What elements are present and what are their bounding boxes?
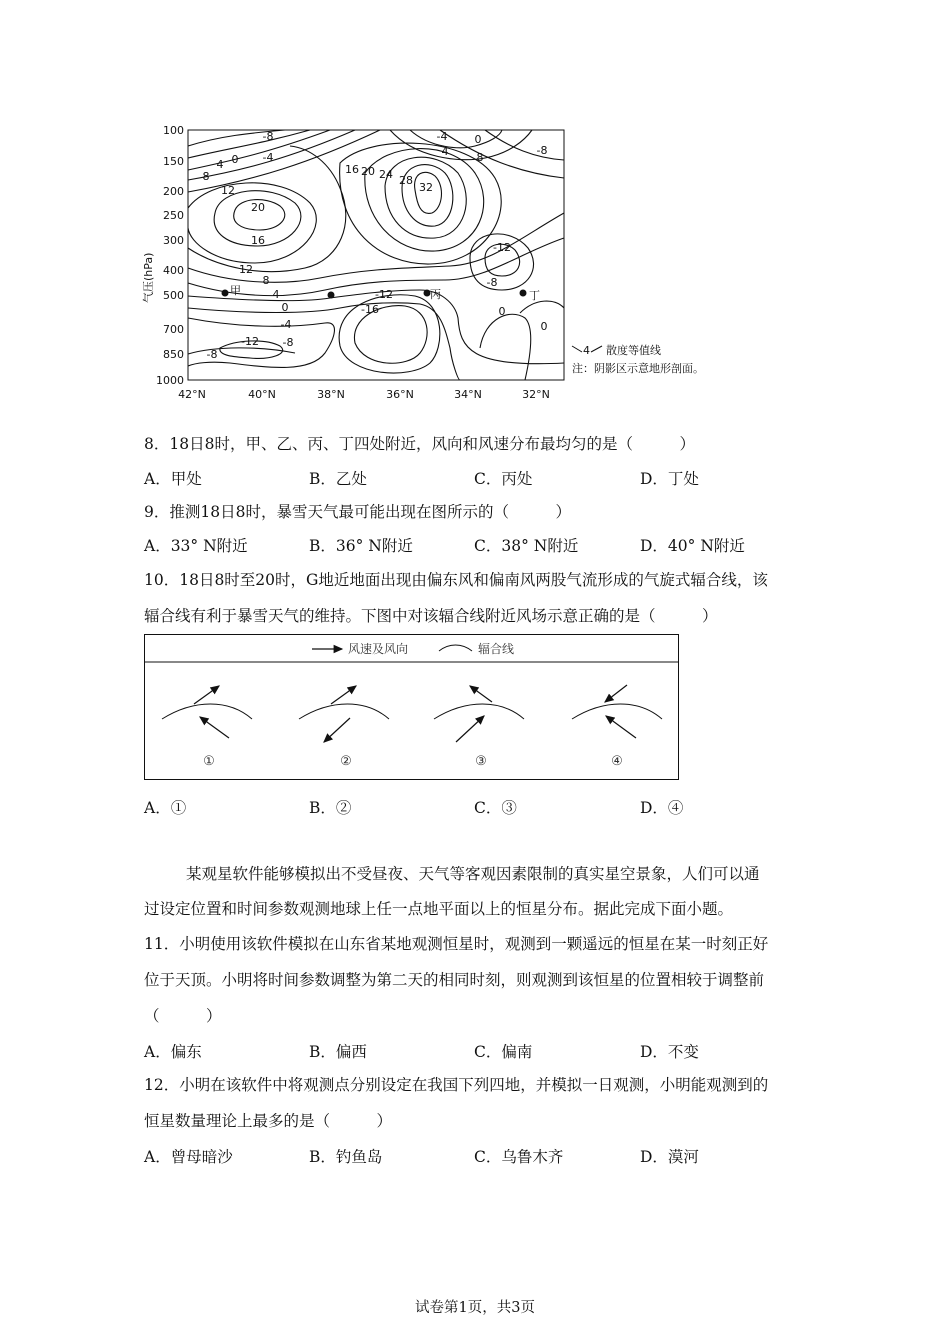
q9-option-c: C．38° N附近 xyxy=(474,537,579,555)
contour-label: 32 xyxy=(419,181,433,194)
q11-option-a: A．偏东 xyxy=(144,1043,202,1061)
wind-panel-4 xyxy=(572,685,662,769)
contour-label: 20 xyxy=(251,201,265,214)
contour-label: 16 xyxy=(345,163,359,176)
x-tick: 36°N xyxy=(386,388,414,401)
x-tick: 38°N xyxy=(317,388,345,401)
divergence-cross-section-figure xyxy=(140,118,760,408)
x-tick: 34°N xyxy=(454,388,482,401)
legend-line-sample xyxy=(572,346,582,352)
question-11-stem-line1: 11．小明使用该软件模拟在山东省某地观测恒星时，观测到一颗遥远的恒星在某一时刻正好 xyxy=(144,935,769,953)
contour-label: -8 xyxy=(262,130,274,143)
y-axis-label: 气压(hPa) xyxy=(142,252,155,303)
passage-line1: 某观星软件能够模拟出不受昼夜、天气等客观因素限制的真实星空景象，人们可以通 xyxy=(186,865,760,883)
q9-option-d: D．40° N附近 xyxy=(640,537,745,555)
q11-option-d: D．不变 xyxy=(640,1043,699,1061)
contour-label: 4 xyxy=(216,158,224,171)
contour-label: 0 xyxy=(281,301,289,314)
contour-label: 12 xyxy=(239,263,253,276)
point-ding-label: 丁 xyxy=(529,289,540,302)
x-tick: 42°N xyxy=(178,388,206,401)
question-12-stem-line1: 12．小明在该软件中将观测点分别设定在我国下列四地，并模拟一日观测，小明能观测到的 xyxy=(144,1076,769,1094)
contour-label: -4 xyxy=(280,318,292,331)
chart-note: 注：阴影区示意地形剖面。 xyxy=(572,362,704,375)
q12-option-b: B．钓鱼岛 xyxy=(309,1148,383,1166)
question-11-stem-line3: （ ） xyxy=(144,1007,222,1025)
q12-option-d: D．漠河 xyxy=(640,1148,699,1166)
y-tick: 1000 xyxy=(156,374,184,387)
question-12-stem-line2: 恒星数量理论上最多的是（ ） xyxy=(144,1112,393,1130)
q12-option-a: A．曾母暗沙 xyxy=(144,1148,233,1166)
contour-label: -16 xyxy=(361,303,379,316)
point-jia-marker xyxy=(222,290,229,297)
q8-option-b: B．乙处 xyxy=(309,470,367,488)
contour-label: -8 xyxy=(536,144,548,157)
contour-label: -8 xyxy=(282,336,294,349)
contour-label: 0 xyxy=(231,153,239,166)
y-tick: 100 xyxy=(163,124,184,137)
q8-option-c: C．丙处 xyxy=(474,470,533,488)
point-ding-marker xyxy=(520,290,527,297)
contour-label: 0 xyxy=(474,133,482,146)
q10-option-c: C．③ xyxy=(474,799,517,817)
panel-1-label: ① xyxy=(203,754,215,769)
legend-line-label: 辐合线 xyxy=(478,642,515,656)
wind-panel-1 xyxy=(162,686,252,769)
contour-label: 20 xyxy=(361,165,375,178)
x-tick: 32°N xyxy=(522,388,550,401)
panel-3-label: ③ xyxy=(475,754,487,769)
page-footer: 试卷第1页，共3页 xyxy=(415,1300,535,1316)
point-jia-label: 甲 xyxy=(230,284,241,297)
y-tick: 850 xyxy=(163,348,184,361)
contour-label: 24 xyxy=(379,168,393,181)
question-11-stem-line2: 位于天顶。小明将时间参数调整为第二天的相同时刻，则观测到该恒星的位置相较于调整前 xyxy=(144,971,765,989)
contour-label: -12 xyxy=(493,241,511,254)
y-tick: 300 xyxy=(163,234,184,247)
contour-label: 8 xyxy=(262,274,270,287)
q11-option-b: B．偏西 xyxy=(309,1043,367,1061)
y-axis-ticks xyxy=(156,124,184,387)
wind-field-diagram xyxy=(144,634,679,780)
q10-option-b: B．② xyxy=(309,799,352,817)
passage-line2: 过设定位置和时间参数观测地球上任一点地平面以上的恒星分布。据此完成下面小题。 xyxy=(144,900,734,918)
divergence-chart xyxy=(140,118,760,408)
q10-option-d: D．④ xyxy=(640,799,684,817)
x-axis-ticks xyxy=(178,388,550,401)
question-10-stem-line2: 辐合线有利于暴雪天气的维持。下图中对该辐合线附近风场示意正确的是（ ） xyxy=(144,607,718,625)
wind-panel-3 xyxy=(434,686,524,769)
contour-label: 8 xyxy=(476,151,484,164)
y-tick: 250 xyxy=(163,209,184,222)
legend-wind-label: 风速及风向 xyxy=(348,642,409,656)
legend-convergence-icon xyxy=(439,645,472,651)
q8-option-d: D．丁处 xyxy=(640,470,699,488)
contour-label: -12 xyxy=(241,335,259,348)
question-8-stem: 8．18日8时，甲、乙、丙、丁四处附近，风向和风速分布最均匀的是（ ） xyxy=(144,435,695,453)
wind-panel-2 xyxy=(299,686,389,769)
contour-label: 16 xyxy=(251,234,265,247)
contour-label: 12 xyxy=(221,184,235,197)
y-tick: 700 xyxy=(163,323,184,336)
wind-field-figure xyxy=(144,634,679,780)
question-10-stem-line1: 10．18日8时至20时，G地近地面出现由偏东风和偏南风两股气流形成的气旋式辐合线，该 xyxy=(144,571,768,589)
question-9-stem: 9．推测18日8时，暴雪天气最可能出现在图所示的（ ） xyxy=(144,503,571,521)
q11-option-c: C．偏南 xyxy=(474,1043,533,1061)
legend-text: 散度等值线 xyxy=(606,344,661,357)
q9-option-a: A．33° N附近 xyxy=(144,537,248,555)
q9-option-b: B．36° N附近 xyxy=(309,537,413,555)
q12-option-c: C．乌鲁木齐 xyxy=(474,1148,564,1166)
q10-option-a: A．① xyxy=(144,799,187,817)
contour-label: 8 xyxy=(202,170,210,183)
contour-label: -8 xyxy=(206,348,218,361)
y-tick: 500 xyxy=(163,289,184,302)
contour-label: 4 xyxy=(441,145,449,158)
y-tick: 150 xyxy=(163,155,184,168)
chart-legend xyxy=(572,343,704,375)
contour-label: 28 xyxy=(399,174,413,187)
contour-label: -4 xyxy=(262,151,274,164)
contour-label: 0 xyxy=(540,320,548,333)
legend-value: 4 xyxy=(583,344,590,357)
y-tick: 200 xyxy=(163,185,184,198)
panel-2-label: ② xyxy=(340,754,352,769)
point-yi-marker xyxy=(328,292,335,299)
panel-4-label: ④ xyxy=(611,754,623,769)
contour-label: 4 xyxy=(272,288,280,301)
contour-label: 0 xyxy=(498,305,506,318)
contour-label: -8 xyxy=(486,276,498,289)
point-bing-label: 丙 xyxy=(430,288,441,301)
y-tick: 400 xyxy=(163,264,184,277)
x-tick: 40°N xyxy=(248,388,276,401)
q8-option-a: A．甲处 xyxy=(144,470,202,488)
contour-label: -12 xyxy=(375,288,393,301)
contour-label: -4 xyxy=(436,130,448,143)
